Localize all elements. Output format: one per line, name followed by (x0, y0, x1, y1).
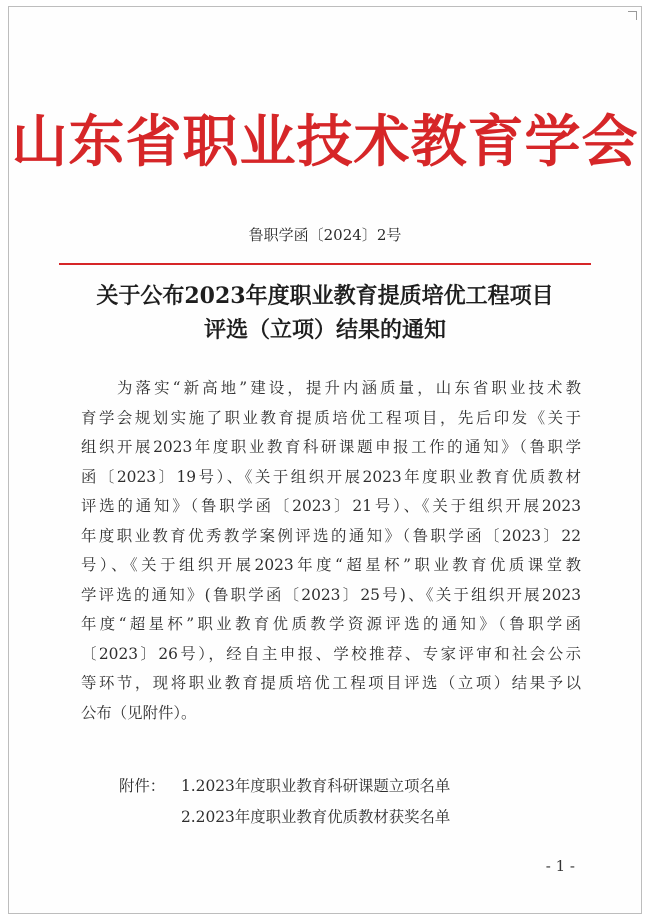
body-line: 评选的通知》（鲁职学函〔2023〕21号）、《关于组织开展2023 (81, 497, 581, 515)
document-title (9, 279, 641, 347)
document-number: 鲁职学函〔2024〕2号 (248, 226, 402, 244)
attachment-list (119, 771, 450, 833)
body-line: 年度职业教育优秀教学案例评选的通知》（鲁职学函〔2023〕22 (81, 526, 581, 545)
body-line: 为落实“新高地”建设，提升内涵质量，山东省职业技术教 (117, 379, 581, 397)
body-line: 公布（见附件）。 (81, 703, 197, 722)
document-page (8, 6, 642, 914)
attachment-item (119, 802, 450, 833)
attachment-item-text: 2.2023年度职业教育优质教材获奖名单 (181, 808, 451, 826)
body-line: 组织开展2023年度职业教育科研课题申报工作的通知》（鲁职学 (81, 438, 581, 456)
body-line: 等环节，现将职业教育提质培优工程项目评选（立项）结果予以 (81, 674, 581, 692)
body-line: 学评选的通知》(鲁职学函〔2023〕25号)、《关于组织开展2023 (81, 585, 581, 604)
body-line: 育学会规划实施了职业教育提质培优工程项目，先后印发《关于 (81, 408, 581, 427)
body-line: 年度“超星杯”职业教育优质教学资源评选的通知》（鲁职学函 (81, 615, 581, 633)
title-line-2: 评选（立项）结果的通知 (203, 317, 446, 343)
attachment-item (119, 771, 450, 802)
body-line: 号）、《关于组织开展2023年度“超星杯”职业教育优质课堂教 (81, 556, 581, 574)
body-paragraph (81, 374, 581, 728)
header-divider (59, 263, 591, 265)
title-line-1: 关于公布2023年度职业教育提质培优工程项目 (96, 283, 554, 309)
attachment-item-text: 1.2023年度职业教育科研课题立项名单 (181, 777, 451, 795)
page-corner-mark (628, 11, 637, 20)
body-line: 〔2023〕26号），经自主申报、学校推荐、专家评审和社会公示 (81, 644, 581, 663)
attachment-label: 附件： (119, 777, 166, 795)
page-number: - 1 - (545, 857, 575, 875)
body-line: 函〔2023〕19号）、《关于组织开展2023年度职业教育优质教材 (81, 467, 581, 486)
organization-header: 山东省职业技术教育学会 (11, 109, 639, 175)
